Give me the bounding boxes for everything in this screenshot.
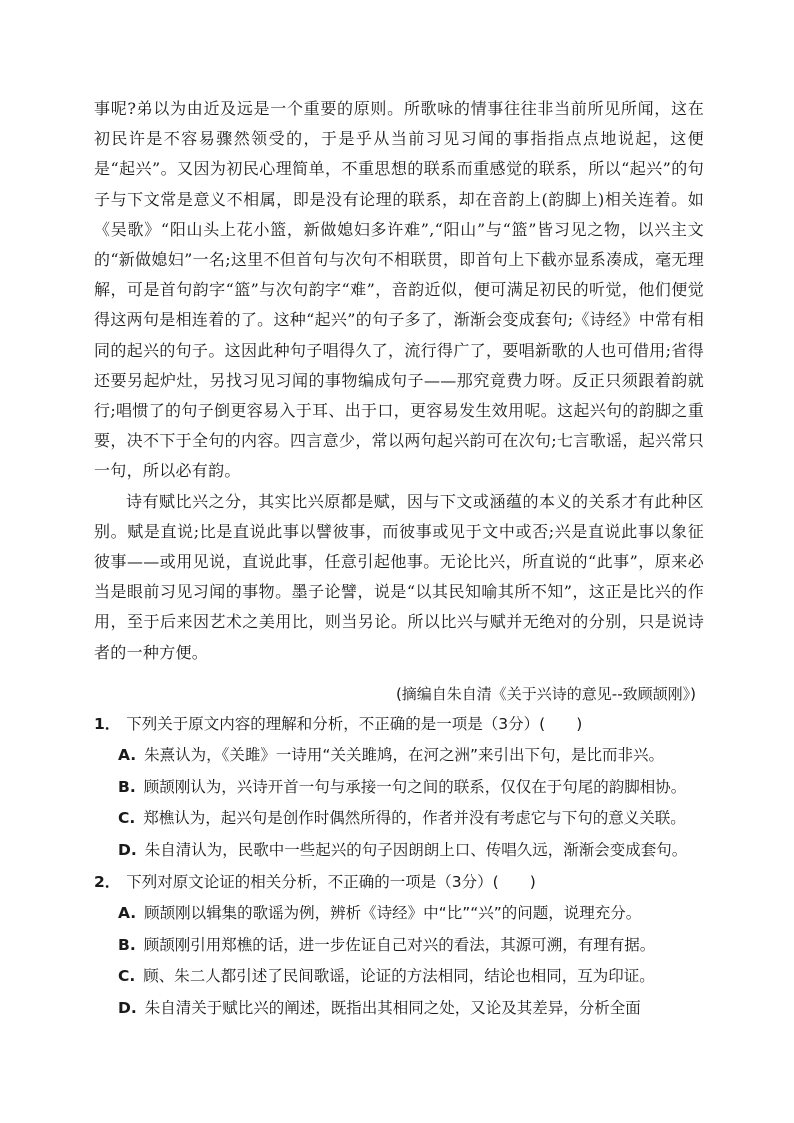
question-1-text: 下列关于原文内容的理解和分析，不正确的是一项是（3分）( ): [126, 715, 583, 733]
passage-paragraph-2: 诗有赋比兴之分，其实比兴原都是赋，因与下文或涵蕴的本义的关系才有此种区别。赋是直说;比是直说此事以譬彼事，而彼事或见于文中或否;兴是直说此事以象征彼事——或用见说，直说此事，任意引起他事。无论比兴，所直说的“此事”，原来必当是眼前习见习闻的事物。墨子论譬，说是“以其民知喻其所不知”，这正是比兴的作用，至于后来因艺术之美用比，则当另论。所以比兴与赋并无绝对的分别，只是说诗者的一种方便。: [94, 491, 704, 662]
option-2a[interactable]: [94, 898, 714, 930]
passage-paragraph-1: 事呢?弟以为由近及远是一个重要的原则。所歌咏的情事往往非当前所见所闻，这在初民许是不容易骤然领受的，于是乎从当前习见习闻的事指指点点地说起，这便是“起兴”。又因为初民心理简单，不重思想的联系而重感觉的联系，所以“起兴”的句子与下文常是意义不相属，即是没有论理的联系，却在音韵上(韵脚上)相关连着。如《吴歌》“阳山头上花小篮，新做媳妇多许难”,“阳山”与“篮”皆习见之物，以兴主文的“新做媳妇”一名;这里不但首句与次句不相联贯，即首句上下截亦显系凑成，毫无理解，可是首句韵字“篮”与次句韵字“难”，音韵近似，便可满足初民的听觉，他们便觉得这两句是相连着的了。这种“起兴”的句子多了，渐渐会变成套句;《诗经》中常有相同的起兴的句子。这因此种句子唱得久了，流行得广了，要唱新歌的人也可借用;省得还要另起炉灶，另找习见习闻的事物编成句子——那究竟费力呀。反正只须跟着韵就行;唱惯了的句子倒更容易入于耳、出于口，更容易发生效用呢。这起兴句的韵脚之重要，决不下于全句的内容。四言意少，常以两句起兴韵可在次句;七言歌谣，起兴常只一句，所以必有韵。: [94, 99, 704, 481]
option-letter: C.: [118, 809, 136, 827]
option-1a[interactable]: [94, 740, 714, 772]
option-1b[interactable]: [94, 772, 714, 804]
option-text: 顾颉刚引用郑樵的话，进一步佐证自己对兴的看法，其源可溯，有理有据。: [143, 935, 656, 954]
option-text: 朱自清关于赋比兴的阐述，既指出其相同之处，又论及其差异，分析全面: [144, 998, 641, 1017]
option-letter: D.: [118, 998, 137, 1017]
option-letter: A.: [118, 746, 137, 764]
option-1d[interactable]: [94, 835, 714, 867]
option-1c[interactable]: [94, 803, 714, 835]
option-text: 朱熹认为，《关雎》一诗用“关关雎鸠，在河之洲”来引出下句，是比而非兴。: [144, 746, 664, 764]
option-2c[interactable]: [94, 961, 714, 993]
option-letter: B.: [118, 777, 136, 796]
question-2-stem: [94, 866, 714, 898]
question-1-number: 1．: [94, 715, 121, 733]
option-letter: C.: [118, 967, 136, 985]
question-1-stem: [94, 708, 714, 740]
option-text: 顾颉刚认为，兴诗开首一句与承接一句之间的联系，仅仅在于句尾的韵脚相协。: [143, 777, 687, 796]
option-text: 朱自清认为，民歌中一些起兴的句子因朗朗上口、传唱久远，渐渐会变成套句。: [144, 840, 688, 859]
option-2d[interactable]: [94, 993, 714, 1025]
option-letter: D.: [118, 840, 137, 859]
passage: [94, 94, 704, 668]
question-2-number: 2．: [94, 873, 121, 891]
option-2b[interactable]: [94, 930, 714, 962]
option-letter: A.: [118, 904, 137, 922]
question-2-text: 下列对原文论证的相关分析，不正确的一项是（3分）( ): [126, 873, 536, 891]
option-text: 顾颉刚以辑集的歌谣为例，辨析《诗经》中“比”“兴”的问题，说理充分。: [144, 904, 642, 922]
option-text: 顾、朱二人都引述了民间歌谣，论证的方法相同，结论也相同，互为印证。: [143, 967, 655, 985]
question-1: [94, 708, 714, 866]
option-text: 郑樵认为，起兴句是创作时偶然所得的，作者并没有考虑它与下句的意义关联。: [143, 809, 686, 827]
source-citation: (摘编自朱自清《关于兴诗的意见--致顾颉刚》): [395, 685, 696, 703]
option-letter: B.: [118, 935, 136, 954]
question-2: [94, 866, 714, 1024]
